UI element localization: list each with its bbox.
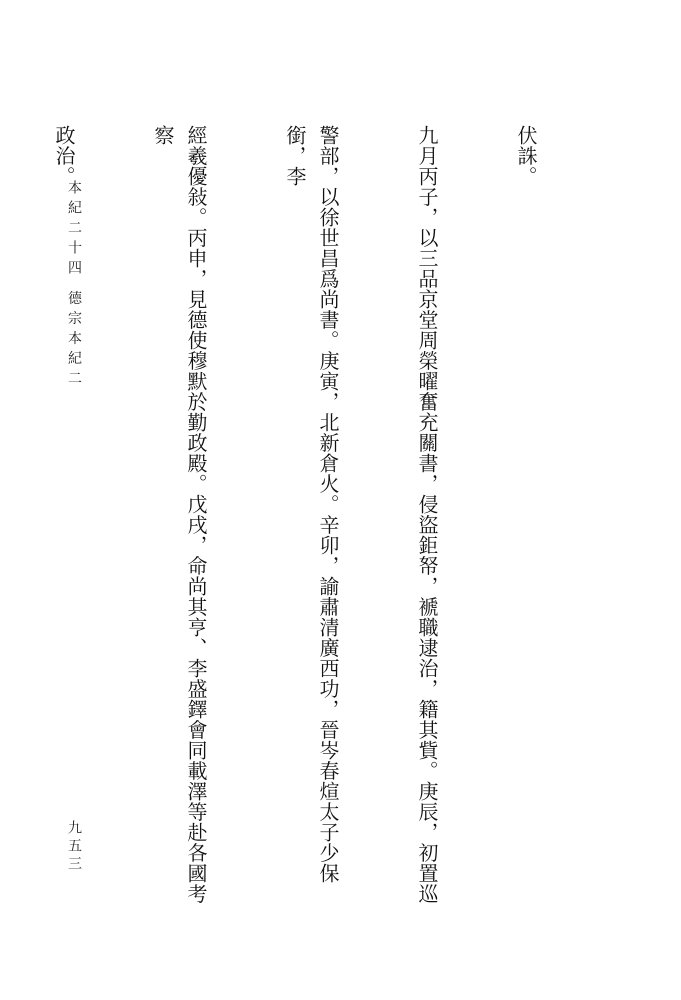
text-line: 伏誅。: [514, 125, 538, 187]
text-line: 經羲優敍。丙申，見德使穆默於勤政殿。戊戌，命尚其亨、李盛鐸會同載澤等赴各國考察: [151, 125, 208, 904]
text-line: 九月丙子，以三品京堂周榮曜奮充關書，侵盜鉅帑，褫職逮治，籍其貲。庚辰，初置巡: [415, 125, 439, 904]
text-line: 警部，以徐世昌爲尚書。庚寅，北新倉火。辛卯，諭肅清廣西功，晉岑春煊太子少保銜，李: [283, 125, 340, 884]
running-head: 本紀二十四 德宗本紀二: [66, 180, 82, 391]
text-line: 政治。: [52, 125, 76, 187]
page-number: 九五三: [66, 820, 82, 874]
